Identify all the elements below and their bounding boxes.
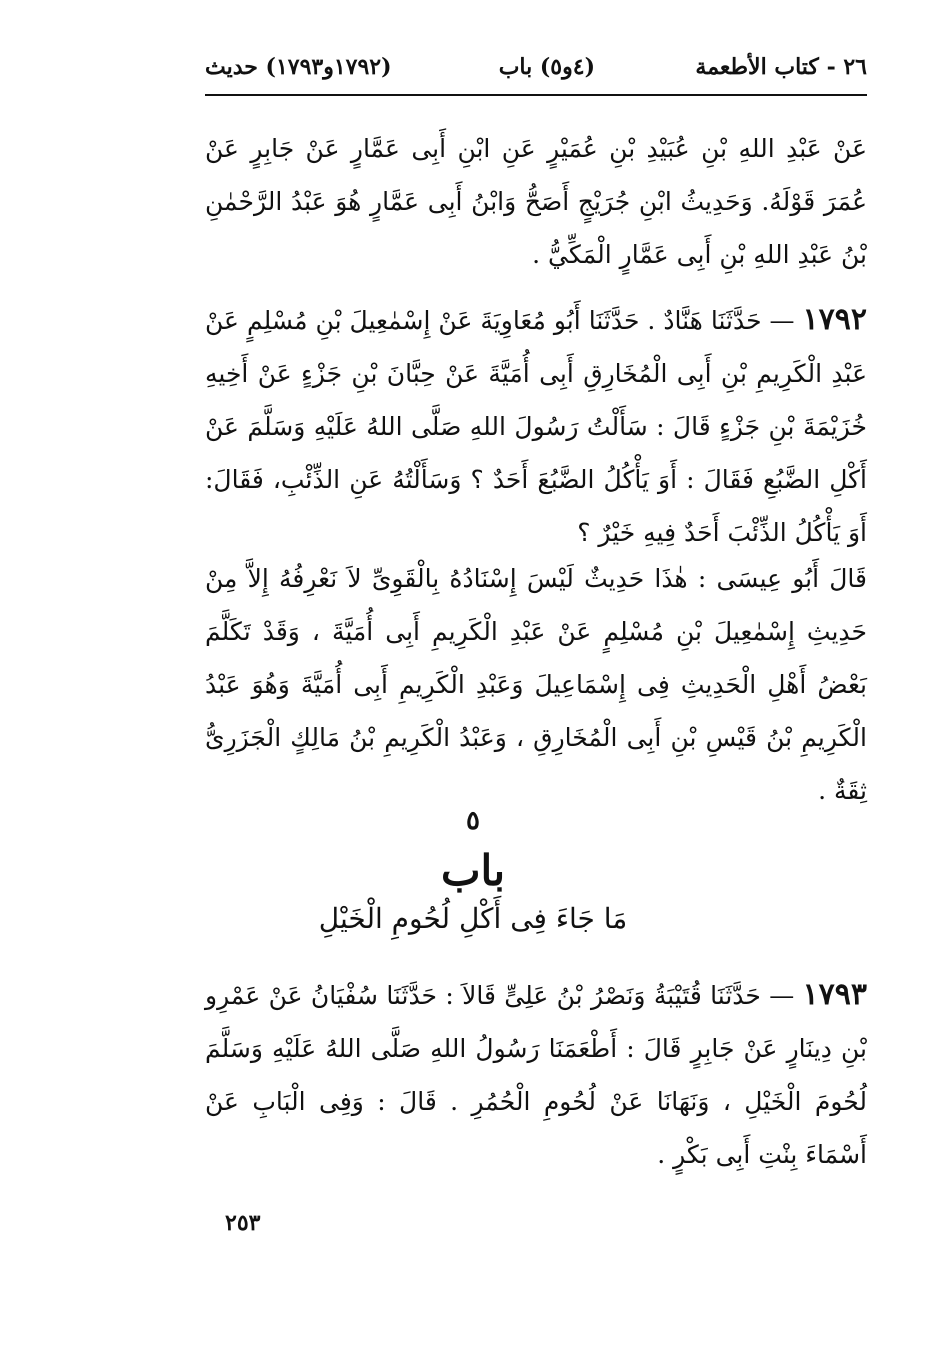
chapter-title: باب	[440, 846, 506, 895]
hadith-1793-paragraph	[205, 968, 867, 1181]
hadith-1793	[205, 968, 867, 1181]
hadith-number: ١٧٩٣	[802, 977, 867, 1012]
commentary	[205, 552, 867, 817]
hadith-text: — حَدَّثَنَا هَنَّادٌ . حَدَّثَنَا أَبُو مُعَاوِيَةَ عَنْ إِسْمٰعِيلَ بْنِ مُسْلِمٍ عَنْ عَبْدِ الْكَرِيمِ بْنِ أَبِى الْمُخَارِقِ أَبِى أُمَيَّةَ عَنْ حِبَّانَ بْنِ جَزْءٍ عَنْ أَخِيهِ خُزَيْمَةَ بْنِ جَزْءٍ قَالَ : سَأَلْتُ رَسُولَ اللهِ صَلَّى اللهُ عَلَيْهِ وَسَلَّمَ عَنْ أَكْلِ الضَّبُعِ فَقَالَ : أَوَ يَأْكُلُ الضَّبُعَ أَحَدٌ ؟ وَسَأَلْتُهُ عَنِ الذِّئْبِ، فَقَالَ: أَوَ يَأْكُلُ الذِّئْبَ أَحَدٌ فِيهِ خَيْرٌ ؟	[205, 306, 867, 547]
chapter-subtitle: مَا جَاءَ فِى أَكْلِ لُحُومِ الْخَيْلِ	[318, 902, 628, 935]
chapter-number: ٥	[466, 806, 480, 836]
page-number: ٢٥٣	[225, 1210, 261, 1236]
hadith-1792-paragraph	[205, 293, 867, 559]
continued-text	[205, 122, 867, 281]
continued-text-paragraph: عَنْ عَبْدِ اللهِ بْنِ عُبَيْدِ بْنِ عُمَيْرٍ عَنِ ابْنِ أَبِى عَمَّارٍ عَنْ جَابِرٍ عَنْ عُمَرَ قَوْلَهُ. وَحَدِيثُ ابْنِ جُرَيْجٍ أَصَحُّ وَابْنُ أَبِى عَمَّارٍ هُوَ عَبْدُ الرَّحْمٰنِ بْنُ عَبْدِ اللهِ بْنِ أَبِى عَمَّارٍ الْمَكِّيُّ .	[205, 134, 867, 269]
header-hadith-ref: (١٧٩٢و١٧٩٣) حديث	[205, 54, 392, 80]
hadith-text: — حَدَّثَنَا قُتَيْبَةُ وَنَصْرُ بْنُ عَلِىٍّ قَالاَ : حَدَّثَنَا سُفْيَانُ عَنْ عَمْرِو بْنِ دِينَارٍ عَنْ جَابِرٍ قَالَ : أَطْعَمَنَا رَسُولُ اللهِ صَلَّى اللهُ عَلَيْهِ وَسَلَّمَ لُحُومَ الْخَيْلِ ، وَنَهَانَا عَنْ لُحُومِ الْحُمُرِ . قَالَ : وَفِى الْبَابِ عَنْ أَسْمَاءَ بِنْتِ أَبِى بَكْرٍ .	[205, 981, 867, 1169]
header-book-title: ٢٦ - كتاب الأطعمة	[695, 54, 867, 80]
commentary-paragraph: قَالَ أَبُو عِيسَى : هٰذَا حَدِيثٌ لَيْسَ إِسْنَادُهُ بِالْقَوِىِّ لاَ نَعْرِفُهُ إِلاَّ مِنْ حَدِيثِ إِسْمٰعِيلَ بْنِ مُسْلِمٍ عَنْ عَبْدِ الْكَرِيمِ أَبِى أُمَيَّةَ ، وَقَدْ تَكَلَّمَ بَعْضُ أَهْلِ الْحَدِيثِ فِى إِسْمَاعِيلَ وَعَبْدِ الْكَرِيمِ أَبِى أُمَيَّةَ وَهُوَ عَبْدُ الْكَرِيمِ بْنُ قَيْسِ بْنِ أَبِى الْمُخَارِقِ ، وَعَبْدُ الْكَرِيمِ بْنُ مَالِكٍ الْجَزَرِىُّ ثِقَةٌ .	[205, 564, 867, 805]
running-header	[205, 54, 867, 90]
header-chapter-ref: (٤و٥) باب	[498, 54, 595, 80]
hadith-number: ١٧٩٢	[802, 302, 867, 337]
hadith-1792	[205, 293, 867, 559]
header-rule	[205, 94, 867, 96]
